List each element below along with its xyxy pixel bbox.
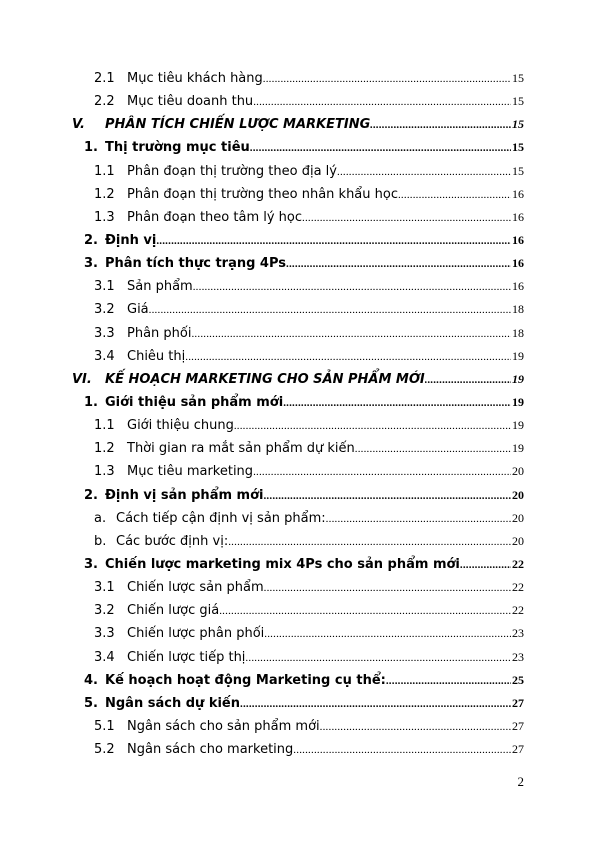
toc-entry-page: 15 (512, 71, 524, 85)
dot-leader (320, 716, 511, 739)
toc-entry[interactable] (72, 460, 524, 483)
toc-entry[interactable] (72, 160, 524, 183)
toc-entry-page: 18 (512, 325, 524, 340)
toc-entry[interactable] (72, 206, 524, 229)
toc-entry-number: 1.1 (94, 418, 115, 434)
toc-entry-page: 15 (512, 117, 524, 132)
toc-entry-number: 5.2 (94, 742, 115, 758)
toc-entry-title: Định vị (105, 232, 157, 248)
toc-entry-page: 22 (512, 603, 524, 618)
toc-entry[interactable] (72, 391, 524, 414)
table-of-contents (72, 67, 524, 761)
dot-leader (264, 577, 511, 600)
toc-entry-title: KẾ HOẠCH MARKETING CHO SẢN PHẨM MỚI (105, 371, 425, 387)
toc-entry-number: b. (94, 533, 107, 549)
dot-leader (326, 508, 511, 531)
toc-entry-page: 22 (512, 580, 524, 595)
dot-leader (355, 438, 511, 461)
toc-entry-title: Phân đoạn thị trường theo địa lý (127, 163, 337, 179)
toc-entry-page: 20 (512, 464, 524, 479)
dot-leader (156, 230, 511, 253)
toc-entry-number: 3.4 (94, 649, 115, 665)
dot-leader (253, 91, 511, 114)
toc-entry-number: 3. (84, 556, 98, 572)
toc-entry[interactable] (72, 530, 524, 553)
toc-entry-number: 3.1 (94, 580, 115, 596)
toc-entry-title: Ngân sách dự kiến (105, 695, 240, 711)
dot-leader (228, 531, 511, 554)
toc-entry-number: 4. (84, 672, 98, 688)
dot-leader (283, 392, 511, 415)
toc-entry-number: 3.4 (94, 348, 115, 364)
toc-entry-number: 1.2 (94, 441, 115, 457)
toc-entry-number: VI. (72, 371, 92, 387)
toc-entry[interactable] (72, 692, 524, 715)
toc-entry-page: 16 (512, 186, 524, 201)
toc-entry-page: 25 (512, 672, 524, 687)
toc-entry-page: 18 (512, 302, 524, 317)
toc-entry-page: 27 (512, 742, 524, 757)
dot-leader (245, 647, 511, 670)
dot-leader (286, 253, 511, 276)
toc-entry-number: 1.3 (94, 209, 115, 225)
toc-entry[interactable] (72, 67, 524, 90)
toc-entry-title: Ngân sách cho sản phẩm mới (127, 718, 320, 734)
dot-leader (263, 68, 511, 91)
toc-entry-title: Các bước định vị: (116, 533, 229, 549)
toc-entry[interactable] (72, 646, 524, 669)
toc-entry-title: Chiến lược giá (127, 603, 220, 619)
toc-entry-number: 3.2 (94, 603, 115, 619)
dot-leader (425, 369, 511, 392)
toc-entry[interactable] (72, 368, 524, 391)
toc-entry-number: 3.3 (94, 626, 115, 642)
toc-entry-page: 23 (512, 626, 524, 641)
toc-entry[interactable] (72, 113, 524, 136)
toc-entry[interactable] (72, 90, 524, 113)
toc-entry-title: Kế hoạch hoạt động Marketing cụ thể: (105, 672, 386, 688)
dot-leader (370, 114, 511, 137)
toc-entry-page: 15 (512, 94, 524, 109)
dot-leader (460, 554, 511, 577)
dot-leader (250, 137, 511, 160)
toc-entry-number: 1. (84, 140, 98, 156)
dot-leader (253, 461, 511, 484)
toc-entry[interactable] (72, 437, 524, 460)
dot-leader (302, 207, 511, 230)
toc-entry-number: 2.2 (94, 94, 115, 110)
toc-entry-title: Chiến lược sản phẩm (127, 580, 264, 596)
toc-entry-title: Sản phẩm (127, 279, 193, 295)
dot-leader (240, 693, 511, 716)
toc-entry[interactable] (72, 738, 524, 761)
toc-entry-page: 19 (512, 371, 524, 386)
toc-entry-title: Phân đoạn thị trường theo nhân khẩu học (127, 186, 398, 202)
dot-leader (263, 485, 511, 508)
toc-entry-title: Giới thiệu chung (127, 418, 234, 434)
toc-entry-page: 27 (512, 695, 524, 710)
page-number: 2 (517, 774, 524, 789)
dot-leader (264, 623, 511, 646)
toc-entry[interactable] (72, 298, 524, 321)
toc-entry-number: 2. (84, 487, 98, 503)
toc-entry-title: Phân phối (127, 325, 192, 341)
toc-entry-title: Ngân sách cho marketing (127, 742, 294, 758)
toc-entry[interactable] (72, 599, 524, 622)
toc-entry-number: 1.2 (94, 186, 115, 202)
toc-entry-title: Chiêu thị (127, 348, 186, 364)
toc-entry-page: 22 (512, 556, 524, 571)
toc-entry-page: 20 (512, 487, 524, 502)
toc-entry-title: PHÂN TÍCH CHIẾN LƯỢC MARKETING (105, 117, 371, 133)
dot-leader (193, 276, 511, 299)
toc-entry-page: 15 (512, 140, 524, 155)
toc-entry-number: 2. (84, 232, 98, 248)
dot-leader (293, 739, 511, 762)
toc-entry[interactable] (72, 275, 524, 298)
dot-leader (219, 600, 511, 623)
toc-entry[interactable] (72, 229, 524, 252)
toc-entry-number: 1. (84, 394, 98, 410)
toc-entry-number: 5. (84, 695, 98, 711)
toc-entry-title: Phân tích thực trạng 4Ps (105, 256, 287, 272)
toc-entry-title: Thời gian ra mắt sản phẩm dự kiến (127, 441, 355, 457)
toc-entry[interactable] (72, 622, 524, 645)
toc-entry-title: Chiến lược phân phối (127, 626, 265, 642)
dot-leader (398, 184, 511, 207)
toc-entry[interactable] (72, 183, 524, 206)
toc-entry[interactable] (72, 669, 524, 692)
toc-entry-number: 5.1 (94, 718, 115, 734)
toc-entry-title: Phân đoạn theo tâm lý học (127, 209, 303, 225)
toc-entry-page: 19 (512, 394, 524, 409)
dot-leader (386, 670, 511, 693)
toc-entry-page: 19 (512, 418, 524, 433)
toc-entry[interactable] (72, 553, 524, 576)
toc-entry-page: 16 (512, 256, 524, 271)
toc-entry-title: Thị trường mục tiêu (105, 140, 250, 156)
toc-entry-number: 1.1 (94, 163, 115, 179)
toc-entry-title: Chiến lược tiếp thị (127, 649, 246, 665)
dot-leader (185, 346, 511, 369)
toc-entry-page: 15 (512, 163, 524, 178)
toc-entry[interactable] (72, 507, 524, 530)
toc-entry-number: 3.2 (94, 302, 115, 318)
toc-entry-page: 16 (512, 232, 524, 247)
toc-entry-page: 19 (512, 348, 524, 363)
toc-entry-page: 16 (512, 209, 524, 224)
toc-entry-title: Chiến lược marketing mix 4Ps cho sản phẩm mới (105, 556, 460, 572)
toc-entry[interactable] (72, 576, 524, 599)
dot-leader (149, 299, 511, 322)
toc-entry-page: 19 (512, 441, 524, 456)
toc-entry[interactable] (72, 322, 524, 345)
toc-entry-number: 3. (84, 256, 98, 272)
toc-entry-title: Mục tiêu doanh thu (127, 94, 254, 110)
toc-entry-title: Giới thiệu sản phẩm mới (105, 394, 284, 410)
toc-entry-number: 2.1 (94, 71, 115, 86)
toc-entry[interactable] (72, 715, 524, 738)
toc-entry-number: 3.1 (94, 279, 115, 295)
toc-entry-number: a. (94, 510, 107, 526)
dot-leader (191, 323, 511, 346)
toc-entry-number: 1.3 (94, 464, 115, 480)
toc-entry-page: 20 (512, 510, 524, 525)
dot-leader (234, 415, 511, 438)
toc-entry-number: V. (72, 117, 85, 133)
toc-entry-number: 3.3 (94, 325, 115, 341)
toc-entry[interactable] (72, 345, 524, 368)
toc-entry[interactable] (72, 136, 524, 159)
toc-entry-page: 27 (512, 718, 524, 733)
toc-entry-title: Mục tiêu khách hàng (127, 71, 263, 86)
dot-leader (337, 161, 511, 184)
toc-entry-title: Giá (127, 302, 149, 318)
toc-entry-title: Mục tiêu marketing (127, 464, 254, 480)
toc-entry-page: 23 (512, 649, 524, 664)
toc-entry-title: Định vị sản phẩm mới (105, 487, 264, 503)
toc-entry[interactable] (72, 414, 524, 437)
toc-entry[interactable] (72, 484, 524, 507)
toc-entry[interactable] (72, 252, 524, 275)
toc-entry-title: Cách tiếp cận định vị sản phẩm: (116, 510, 326, 526)
toc-entry-page: 20 (512, 533, 524, 548)
toc-entry-page: 16 (512, 279, 524, 294)
